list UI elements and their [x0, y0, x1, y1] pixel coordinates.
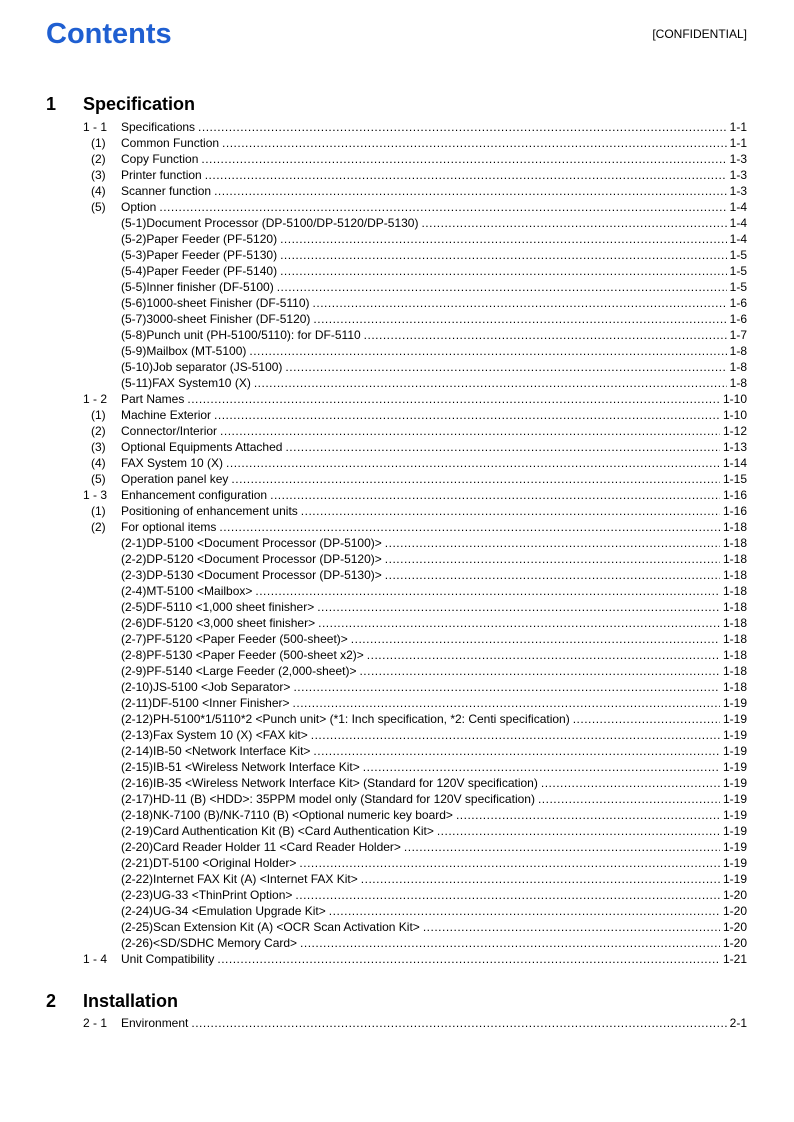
toc-entry[interactable]: [0, 743, 794, 759]
toc-entry[interactable]: [0, 343, 794, 359]
toc-entry-title: (5-4)Paper Feeder (PF-5140): [121, 264, 278, 278]
toc-entry-title: (2-13)Fax System 10 (X) <FAX kit>: [121, 728, 308, 742]
toc-entry-title: (5-8)Punch unit (PH-5100/5110): for DF-5110: [121, 328, 361, 342]
toc-entry-title: (2-20)Card Reader Holder 11 <Card Reader Holder>: [121, 840, 401, 854]
toc-entry-title: (5-10)Job separator (JS-5100): [121, 360, 283, 374]
toc-entry[interactable]: [0, 663, 794, 679]
toc-entry[interactable]: [0, 903, 794, 919]
dot-leader: [191, 1015, 726, 1031]
toc-entry-title: (2-11)DF-5100 <Inner Finisher>: [121, 696, 290, 710]
dot-leader: [437, 823, 720, 839]
toc-entry-page: 1-4: [729, 216, 747, 230]
toc-entry-number: 1 - 3: [83, 488, 108, 502]
toc-entry-number: (3): [91, 440, 106, 454]
toc-entry-title: Scanner function: [121, 184, 212, 198]
toc-entry-title: (2-15)IB-51 <Wireless Network Interface Kit>: [121, 760, 360, 774]
toc-entry-page: 1-18: [722, 536, 747, 550]
toc-entry-title: (2-10)JS-5100 <Job Separator>: [121, 680, 291, 694]
toc-entry[interactable]: [0, 167, 794, 183]
dot-leader: [367, 647, 720, 663]
toc-entry-title: Optional Equipments Attached: [121, 440, 283, 454]
dot-leader: [317, 599, 720, 615]
toc-entry[interactable]: [0, 871, 794, 887]
toc-entry-page: 1-8: [729, 344, 747, 358]
dot-leader: [423, 919, 720, 935]
toc-entry-page: 1-19: [722, 696, 747, 710]
dot-leader: [187, 391, 720, 407]
toc-list: [0, 119, 794, 967]
dot-leader: [280, 263, 727, 279]
toc-entry[interactable]: [0, 279, 794, 295]
toc-entry[interactable]: [0, 199, 794, 215]
toc-entry-title: (2-7)PF-5120 <Paper Feeder (500-sheet)>: [121, 632, 348, 646]
toc-entry-page: 1-21: [722, 952, 747, 966]
dot-leader: [456, 807, 720, 823]
toc-entry-page: 1-3: [729, 168, 747, 182]
toc-entry-page: 1-19: [722, 728, 747, 742]
toc-entry[interactable]: [0, 119, 794, 135]
toc-entry-page: 1-12: [722, 424, 747, 438]
toc-entry[interactable]: [0, 855, 794, 871]
dot-leader: [404, 839, 720, 855]
chapter-number: 1: [46, 94, 57, 114]
toc-entry-page: 1-19: [722, 744, 747, 758]
page-title: Contents: [46, 18, 172, 50]
toc-entry-number: (4): [91, 184, 106, 198]
toc-entry-number: (1): [91, 504, 106, 518]
confidential-mark: [CONFIDENTIAL]: [652, 27, 747, 41]
toc-entry-title: Part Names: [121, 392, 185, 406]
toc-entry-page: 1-20: [722, 888, 747, 902]
toc-entry[interactable]: [0, 487, 794, 503]
dot-leader: [231, 471, 720, 487]
toc-entry[interactable]: [0, 439, 794, 455]
toc-entry[interactable]: [0, 759, 794, 775]
toc-entry-title: (2-12)PH-5100*1/5110*2 <Punch unit> (*1: Inch specification, *2: Centi specification): [121, 712, 570, 726]
toc-entry-page: 1-10: [722, 408, 747, 422]
toc-entry-title: Operation panel key: [121, 472, 229, 486]
toc-entry-page: 1-19: [722, 824, 747, 838]
toc-entry[interactable]: [0, 551, 794, 567]
dot-leader: [385, 567, 720, 583]
toc-entry-page: 1-7: [729, 328, 747, 342]
toc-entry-page: 1-5: [729, 264, 747, 278]
toc-entry-page: 1-16: [722, 488, 747, 502]
chapter-heading: [0, 94, 794, 118]
toc-entry-title: (2-2)DP-5120 <Document Processor (DP-5120)>: [121, 552, 382, 566]
dot-leader: [313, 295, 727, 311]
dot-leader: [361, 871, 720, 887]
toc-entry-page: 1-20: [722, 920, 747, 934]
toc-entry[interactable]: [0, 711, 794, 727]
dot-leader: [300, 935, 720, 951]
dot-leader: [222, 135, 727, 151]
dot-leader: [198, 119, 727, 135]
dot-leader: [385, 535, 720, 551]
dot-leader: [329, 903, 720, 919]
toc-entry[interactable]: [0, 791, 794, 807]
toc-entry[interactable]: [0, 951, 794, 967]
toc-entry-title: Machine Exterior: [121, 408, 212, 422]
toc-entry-page: 1-20: [722, 936, 747, 950]
dot-leader: [313, 311, 726, 327]
toc-entry-title: (5-11)FAX System10 (X): [121, 376, 251, 390]
toc-entry[interactable]: [0, 359, 794, 375]
dot-leader: [311, 727, 720, 743]
toc-entry-page: 1-8: [729, 360, 747, 374]
toc-entry-number: 1 - 4: [83, 952, 108, 966]
toc-entry[interactable]: [0, 471, 794, 487]
toc-entry-number: 1 - 2: [83, 392, 108, 406]
toc-entry-number: 2 - 1: [83, 1016, 108, 1030]
toc-entry-number: (5): [91, 200, 106, 214]
toc-entry[interactable]: [0, 311, 794, 327]
toc-entry-page: 1-18: [722, 568, 747, 582]
toc-entry-title: (2-1)DP-5100 <Document Processor (DP-5100)>: [121, 536, 382, 550]
toc-entry[interactable]: [0, 679, 794, 695]
toc-list: [0, 1015, 794, 1031]
toc-entry-page: 1-14: [722, 456, 747, 470]
toc-entry-title: (2-3)DP-5130 <Document Processor (DP-5130)>: [121, 568, 382, 582]
toc-entry-page: 1-5: [729, 248, 747, 262]
toc-entry-page: 1-15: [722, 472, 747, 486]
dot-leader: [285, 439, 720, 455]
toc-entry-page: 1-18: [722, 600, 747, 614]
toc-entry-number: (2): [91, 152, 106, 166]
toc-entry[interactable]: [0, 535, 794, 551]
toc-entry[interactable]: [0, 407, 794, 423]
toc-entry-number: (1): [91, 136, 106, 150]
dot-leader: [541, 775, 720, 791]
dot-leader: [255, 583, 720, 599]
toc-entry-page: 1-18: [722, 584, 747, 598]
dot-leader: [385, 551, 720, 567]
chapter-number: 2: [46, 991, 57, 1011]
toc-entry-title: (5-2)Paper Feeder (PF-5120): [121, 232, 278, 246]
dot-leader: [219, 519, 720, 535]
toc-entry-title: Common Function: [121, 136, 220, 150]
toc-entry[interactable]: [0, 231, 794, 247]
dot-leader: [351, 631, 720, 647]
toc-entry-title: (5-5)Inner finisher (DF-5100): [121, 280, 274, 294]
toc-entry[interactable]: [0, 695, 794, 711]
dot-leader: [293, 695, 720, 711]
dot-leader: [573, 711, 720, 727]
toc-entry-title: (2-9)PF-5140 <Large Feeder (2,000-sheet)>: [121, 664, 357, 678]
toc-entry-page: 1-6: [729, 312, 747, 326]
dot-leader: [301, 503, 720, 519]
toc-entry-title: Positioning of enhancement units: [121, 504, 298, 518]
dot-leader: [205, 167, 727, 183]
toc-entry-page: 1-20: [722, 904, 747, 918]
toc-entry-page: 1-19: [722, 840, 747, 854]
toc-entry[interactable]: [0, 375, 794, 391]
dot-leader: [538, 791, 720, 807]
toc-entry-title: FAX System 10 (X): [121, 456, 224, 470]
toc-entry-title: (2-24)UG-34 <Emulation Upgrade Kit>: [121, 904, 326, 918]
toc-entry-page: 1-4: [729, 232, 747, 246]
toc-entry-title: (5-7)3000-sheet Finisher (DF-5120): [121, 312, 311, 326]
toc-entry-page: 1-18: [722, 648, 747, 662]
toc-entry-title: Unit Compatibility: [121, 952, 215, 966]
toc-entry[interactable]: [0, 295, 794, 311]
toc-entry[interactable]: [0, 839, 794, 855]
dot-leader: [217, 951, 720, 967]
toc-entry[interactable]: [0, 583, 794, 599]
toc-entry-page: 1-4: [729, 200, 747, 214]
toc-entry-page: 1-19: [722, 792, 747, 806]
toc-entry-page: 1-5: [729, 280, 747, 294]
toc-entry-page: 1-18: [722, 520, 747, 534]
toc-entry-title: (2-17)HD-11 (B) <HDD>: 35PPM model only (Standard for 120V specification): [121, 792, 535, 806]
toc-entry-number: (1): [91, 408, 106, 422]
dot-leader: [159, 199, 726, 215]
toc-entry-title: (2-18)NK-7100 (B)/NK-7110 (B) <Optional numeric key board>: [121, 808, 453, 822]
toc-entry-page: 1-18: [722, 616, 747, 630]
dot-leader: [280, 231, 727, 247]
toc-entry-title: Copy Function: [121, 152, 199, 166]
dot-leader: [318, 615, 720, 631]
toc-entry-page: 1-8: [729, 376, 747, 390]
toc-entry[interactable]: [0, 567, 794, 583]
toc-entry[interactable]: [0, 823, 794, 839]
toc-entry-page: 1-19: [722, 760, 747, 774]
toc-entry[interactable]: [0, 775, 794, 791]
toc-entry-page: 1-18: [722, 552, 747, 566]
toc-entry-number: 1 - 1: [83, 120, 108, 134]
toc-entry[interactable]: [0, 807, 794, 823]
dot-leader: [313, 743, 720, 759]
toc-entry-title: For optional items: [121, 520, 217, 534]
toc-entry[interactable]: [0, 263, 794, 279]
toc-entry-number: (3): [91, 168, 106, 182]
toc-entry-title: (2-26)<SD/SDHC Memory Card>: [121, 936, 298, 950]
toc-entry[interactable]: [0, 215, 794, 231]
toc-entry[interactable]: [0, 647, 794, 663]
toc-entry-page: 1-19: [722, 776, 747, 790]
toc-entry-page: 1-1: [729, 136, 747, 150]
toc-entry-page: 1-10: [722, 392, 747, 406]
toc-entry[interactable]: [0, 327, 794, 343]
dot-leader: [299, 855, 720, 871]
toc-entry-title: Printer function: [121, 168, 202, 182]
dot-leader: [254, 375, 727, 391]
toc-entry-title: (2-4)MT-5100 <Mailbox>: [121, 584, 253, 598]
dot-leader: [214, 407, 720, 423]
toc-entry-title: Enhancement configuration: [121, 488, 268, 502]
dot-leader: [220, 423, 720, 439]
toc-entry-page: 1-18: [722, 680, 747, 694]
toc-entry-title: (2-25)Scan Extension Kit (A) <OCR Scan Activation Kit>: [121, 920, 420, 934]
toc-entry-title: (5-3)Paper Feeder (PF-5130): [121, 248, 278, 262]
dot-leader: [293, 679, 720, 695]
toc-entry[interactable]: [0, 935, 794, 951]
toc-entry-page: 1-1: [729, 120, 747, 134]
toc-entry[interactable]: [0, 423, 794, 439]
toc-entry[interactable]: [0, 455, 794, 471]
chapter-title: Specification: [83, 94, 196, 114]
dot-leader: [363, 759, 720, 775]
toc-entry[interactable]: [0, 599, 794, 615]
dot-leader: [226, 455, 720, 471]
toc-entry-title: (2-23)UG-33 <ThinPrint Option>: [121, 888, 293, 902]
toc-entry[interactable]: [0, 631, 794, 647]
toc-entry-page: 1-16: [722, 504, 747, 518]
toc-entry[interactable]: [0, 151, 794, 167]
toc-entry-title: Connector/Interior: [121, 424, 218, 438]
toc-entry-page: 2-1: [729, 1016, 747, 1030]
toc-entry-page: 1-18: [722, 664, 747, 678]
toc-entry[interactable]: [0, 919, 794, 935]
toc-entry-title: (2-22)Internet FAX Kit (A) <Internet FAX Kit>: [121, 872, 358, 886]
toc-entry[interactable]: [0, 391, 794, 407]
toc-entry-title: (2-8)PF-5130 <Paper Feeder (500-sheet x2)>: [121, 648, 364, 662]
toc-entry-page: 1-19: [722, 856, 747, 870]
toc-entry[interactable]: [0, 727, 794, 743]
toc-entry-title: (5-9)Mailbox (MT-5100): [121, 344, 247, 358]
toc-entry-page: 1-18: [722, 632, 747, 646]
toc-entry[interactable]: [0, 183, 794, 199]
toc-entry[interactable]: [0, 247, 794, 263]
dot-leader: [359, 663, 720, 679]
toc-entry-number: (2): [91, 424, 106, 438]
toc-entry-title: (5-1)Document Processor (DP-5100/DP-5120/DP-5130): [121, 216, 419, 230]
dot-leader: [421, 215, 726, 231]
dot-leader: [270, 487, 720, 503]
toc-entry-title: (2-6)DF-5120 <3,000 sheet finisher>: [121, 616, 316, 630]
chapter-title: Installation: [83, 991, 179, 1011]
toc-entry-page: 1-19: [722, 712, 747, 726]
dot-leader: [364, 327, 727, 343]
dot-leader: [201, 151, 726, 167]
toc-entry-title: (2-14)IB-50 <Network Interface Kit>: [121, 744, 311, 758]
dot-leader: [295, 887, 720, 903]
toc-entry[interactable]: [0, 615, 794, 631]
toc-entry-title: Option: [121, 200, 157, 214]
toc-entry[interactable]: [0, 503, 794, 519]
toc-entry-page: 1-3: [729, 152, 747, 166]
toc-entry-title: (2-19)Card Authentication Kit (B) <Card Authentication Kit>: [121, 824, 434, 838]
toc-entry-number: (2): [91, 520, 106, 534]
toc-entry-title: Specifications: [121, 120, 196, 134]
toc-entry[interactable]: [0, 887, 794, 903]
toc-entry-page: 1-6: [729, 296, 747, 310]
toc-entry-number: (4): [91, 456, 106, 470]
toc-entry-title: (2-5)DF-5110 <1,000 sheet finisher>: [121, 600, 315, 614]
dot-leader: [280, 247, 727, 263]
dot-leader: [285, 359, 726, 375]
toc-entry-title: Environment: [121, 1016, 189, 1030]
toc-entry-title: (2-21)DT-5100 <Original Holder>: [121, 856, 297, 870]
toc-entry-page: 1-13: [722, 440, 747, 454]
toc-entry[interactable]: [0, 519, 794, 535]
toc-entry-page: 1-19: [722, 872, 747, 886]
dot-leader: [249, 343, 726, 359]
toc-entry-title: (5-6)1000-sheet Finisher (DF-5110): [121, 296, 310, 310]
toc-entry[interactable]: [0, 1015, 794, 1031]
toc-entry-page: 1-19: [722, 808, 747, 822]
dot-leader: [277, 279, 727, 295]
dot-leader: [214, 183, 727, 199]
toc-entry[interactable]: [0, 135, 794, 151]
chapter-heading: [0, 991, 794, 1015]
toc-entry-page: 1-3: [729, 184, 747, 198]
toc-entry-title: (2-16)IB-35 <Wireless Network Interface Kit> (Standard for 120V specification): [121, 776, 538, 790]
toc-entry-number: (5): [91, 472, 106, 486]
